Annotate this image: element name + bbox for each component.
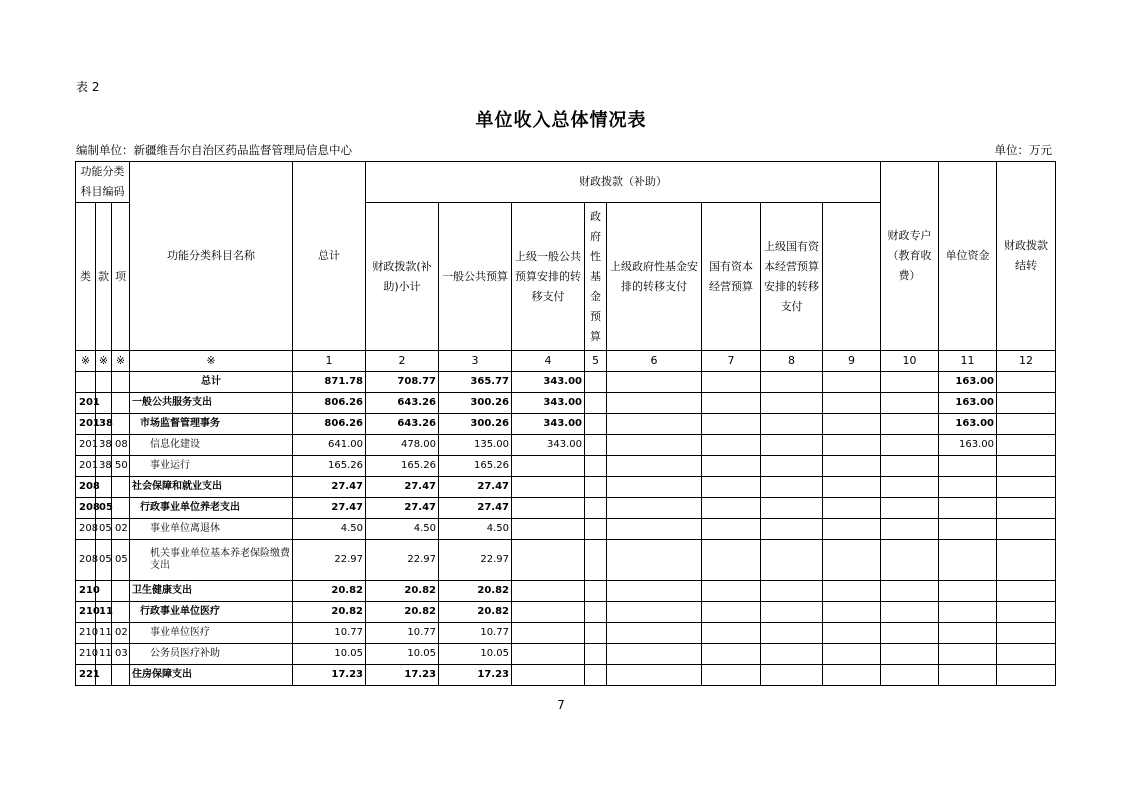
cell-col4: [512, 581, 585, 602]
page-title: 单位收入总体情况表: [475, 110, 647, 131]
cell-col4: [512, 623, 585, 644]
cell-col8: [761, 477, 823, 498]
cell-col9: [823, 540, 881, 581]
header-kuan: 款: [96, 203, 112, 351]
cell-col5: [585, 623, 607, 644]
cell-col11: [939, 498, 997, 519]
cell-xiang: [112, 498, 130, 519]
cell-col3: 135.00: [439, 435, 512, 456]
cell-col6: [607, 498, 702, 519]
cell-col8: [761, 435, 823, 456]
cell-col8: [761, 372, 823, 393]
cell-total: 806.26: [293, 414, 366, 435]
header-index: 6: [607, 351, 702, 372]
cell-col2: 4.50: [366, 519, 439, 540]
cell-name: 事业运行: [130, 456, 293, 477]
cell-col3: 300.26: [439, 393, 512, 414]
header-col6: 上级政府性基金安排的转移支付: [607, 203, 702, 351]
cell-col12: [997, 665, 1056, 686]
cell-col8: [761, 414, 823, 435]
cell-col10: [881, 602, 939, 623]
cell-col10: [881, 456, 939, 477]
cell-col8: [761, 393, 823, 414]
cell-xiang: [112, 602, 130, 623]
header-col8: 上级国有资本经营预算安排的转移支付: [761, 203, 823, 351]
cell-name: 市场监督管理事务: [130, 414, 293, 435]
cell-col6: [607, 456, 702, 477]
cell-col3: 365.77: [439, 372, 512, 393]
header-index: ※: [130, 351, 293, 372]
table-row: [76, 456, 1056, 477]
cell-col6: [607, 602, 702, 623]
cell-lei: 208: [76, 540, 96, 581]
cell-col7: [702, 581, 761, 602]
cell-lei: 208: [76, 477, 96, 498]
cell-col2: 643.26: [366, 393, 439, 414]
cell-name: 住房保障支出: [130, 665, 293, 686]
header-col2: 财政拨款(补助)小计: [366, 203, 439, 351]
table-row: [76, 602, 1056, 623]
cell-col7: [702, 393, 761, 414]
income-summary-table: [75, 161, 1056, 686]
cell-col11: [939, 581, 997, 602]
cell-total: 641.00: [293, 435, 366, 456]
cell-col5: [585, 602, 607, 623]
cell-total: 27.47: [293, 498, 366, 519]
table-row: [76, 623, 1056, 644]
header-col4: 上级一般公共预算安排的转移支付: [512, 203, 585, 351]
cell-col2: 20.82: [366, 581, 439, 602]
cell-col7: [702, 540, 761, 581]
cell-xiang: 08: [112, 435, 130, 456]
cell-col5: [585, 372, 607, 393]
header-col5: [585, 203, 607, 351]
header-func-name: 功能分类科目名称: [130, 162, 293, 351]
header-xiang: 项: [112, 203, 130, 351]
cell-name: 一般公共服务支出: [130, 393, 293, 414]
header-index: 11: [939, 351, 997, 372]
cell-col2: 27.47: [366, 498, 439, 519]
cell-total: 20.82: [293, 602, 366, 623]
cell-col12: [997, 623, 1056, 644]
header-index-row: [76, 351, 1056, 372]
cell-xiang: 50: [112, 456, 130, 477]
cell-kuan: 38: [96, 435, 112, 456]
cell-xiang: [112, 372, 130, 393]
cell-col3: 27.47: [439, 477, 512, 498]
cell-col11: 163.00: [939, 414, 997, 435]
cell-lei: 210: [76, 623, 96, 644]
cell-lei: 201: [76, 414, 96, 435]
cell-col4: [512, 665, 585, 686]
table-row: [76, 477, 1056, 498]
cell-name: 社会保障和就业支出: [130, 477, 293, 498]
cell-kuan: 11: [96, 602, 112, 623]
cell-col10: [881, 372, 939, 393]
cell-col10: [881, 623, 939, 644]
cell-col5: [585, 519, 607, 540]
cell-xiang: 02: [112, 623, 130, 644]
cell-col9: [823, 372, 881, 393]
cell-total: 871.78: [293, 372, 366, 393]
cell-lei: 210: [76, 644, 96, 665]
cell-col12: [997, 540, 1056, 581]
cell-lei: [76, 372, 96, 393]
cell-col9: [823, 519, 881, 540]
cell-col9: [823, 498, 881, 519]
cell-lei: 210: [76, 581, 96, 602]
cell-total: 806.26: [293, 393, 366, 414]
table-row: [76, 665, 1056, 686]
cell-col10: [881, 540, 939, 581]
cell-col7: [702, 498, 761, 519]
cell-col12: [997, 477, 1056, 498]
cell-col4: [512, 456, 585, 477]
cell-col7: [702, 644, 761, 665]
cell-total: 10.77: [293, 623, 366, 644]
cell-col6: [607, 372, 702, 393]
cell-col3: 165.26: [439, 456, 512, 477]
cell-kuan: 05: [96, 519, 112, 540]
cell-lei: 210: [76, 602, 96, 623]
header-fiscal-group: 财政拨款（补助）: [366, 162, 881, 203]
cell-col9: [823, 623, 881, 644]
cell-col2: 165.26: [366, 456, 439, 477]
cell-lei: 221: [76, 665, 96, 686]
cell-col8: [761, 602, 823, 623]
cell-col7: [702, 519, 761, 540]
table-row: [76, 540, 1056, 581]
header-col7: 国有资本经营预算: [702, 203, 761, 351]
table-row: [76, 519, 1056, 540]
cell-col3: 20.82: [439, 581, 512, 602]
header-col5-text: 政府性基金预算: [590, 209, 601, 343]
cell-total: 10.05: [293, 644, 366, 665]
cell-col4: 343.00: [512, 393, 585, 414]
cell-total: 4.50: [293, 519, 366, 540]
header-index: 3: [439, 351, 512, 372]
cell-col4: 343.00: [512, 372, 585, 393]
header-col9: 财政专户（教育收费）: [881, 162, 939, 351]
cell-col12: [997, 498, 1056, 519]
cell-col9: [823, 435, 881, 456]
cell-lei: 208: [76, 498, 96, 519]
cell-kuan: 38: [96, 414, 112, 435]
cell-col2: 27.47: [366, 477, 439, 498]
cell-col2: 478.00: [366, 435, 439, 456]
cell-col11: 163.00: [939, 435, 997, 456]
cell-col10: [881, 519, 939, 540]
cell-col12: [997, 414, 1056, 435]
cell-xiang: 05: [112, 540, 130, 581]
cell-col7: [702, 414, 761, 435]
table-row: [76, 644, 1056, 665]
cell-lei: 201: [76, 456, 96, 477]
cell-col5: [585, 393, 607, 414]
cell-col8: [761, 540, 823, 581]
cell-col3: 17.23: [439, 665, 512, 686]
cell-xiang: [112, 581, 130, 602]
cell-col3: 4.50: [439, 519, 512, 540]
cell-col5: [585, 581, 607, 602]
cell-col2: 17.23: [366, 665, 439, 686]
cell-col2: 20.82: [366, 602, 439, 623]
cell-kuan: 05: [96, 498, 112, 519]
cell-name: 事业单位医疗: [130, 623, 293, 644]
cell-col9: [823, 665, 881, 686]
cell-col4: [512, 498, 585, 519]
cell-col2: 643.26: [366, 414, 439, 435]
cell-col11: 163.00: [939, 393, 997, 414]
table-row: [76, 414, 1056, 435]
header-index: 8: [761, 351, 823, 372]
cell-col10: [881, 644, 939, 665]
cell-col7: [702, 602, 761, 623]
header-index: 5: [585, 351, 607, 372]
cell-col7: [702, 477, 761, 498]
cell-col10: [881, 477, 939, 498]
cell-col11: [939, 477, 997, 498]
header-index: 9: [823, 351, 881, 372]
cell-col4: [512, 644, 585, 665]
header-index: 10: [881, 351, 939, 372]
cell-col11: [939, 665, 997, 686]
cell-col12: [997, 581, 1056, 602]
cell-col7: [702, 456, 761, 477]
cell-col4: 343.00: [512, 435, 585, 456]
cell-col5: [585, 540, 607, 581]
cell-col6: [607, 435, 702, 456]
cell-col3: 10.05: [439, 644, 512, 665]
cell-total: 20.82: [293, 581, 366, 602]
cell-col8: [761, 581, 823, 602]
table-row: [76, 393, 1056, 414]
cell-col5: [585, 414, 607, 435]
cell-col6: [607, 623, 702, 644]
cell-col9: [823, 602, 881, 623]
cell-col8: [761, 519, 823, 540]
cell-col11: 163.00: [939, 372, 997, 393]
cell-col5: [585, 498, 607, 519]
cell-col11: [939, 623, 997, 644]
header-index: 4: [512, 351, 585, 372]
header-col3: 一般公共预算: [439, 203, 512, 351]
cell-col11: [939, 540, 997, 581]
cell-col7: [702, 435, 761, 456]
compiling-unit: 编制单位：新疆维吾尔自治区药品监督管理局信息中心: [76, 143, 352, 157]
cell-xiang: [112, 393, 130, 414]
cell-xiang: [112, 665, 130, 686]
cell-xiang: 02: [112, 519, 130, 540]
cell-col5: [585, 435, 607, 456]
header-col10: 单位资金: [939, 162, 997, 351]
header-index: ※: [76, 351, 96, 372]
cell-col7: [702, 665, 761, 686]
cell-col8: [761, 665, 823, 686]
cell-col4: 343.00: [512, 414, 585, 435]
cell-col10: [881, 393, 939, 414]
cell-col12: [997, 456, 1056, 477]
cell-col6: [607, 519, 702, 540]
cell-col12: [997, 435, 1056, 456]
cell-col10: [881, 414, 939, 435]
cell-kuan: 05: [96, 540, 112, 581]
cell-name: 信息化建设: [130, 435, 293, 456]
table-row: [76, 435, 1056, 456]
cell-col12: [997, 602, 1056, 623]
cell-kuan: 11: [96, 644, 112, 665]
cell-col5: [585, 477, 607, 498]
cell-col2: 10.05: [366, 644, 439, 665]
cell-total: 165.26: [293, 456, 366, 477]
cell-col7: [702, 372, 761, 393]
cell-xiang: [112, 414, 130, 435]
cell-xiang: 03: [112, 644, 130, 665]
cell-name: 行政事业单位医疗: [130, 602, 293, 623]
cell-name: 事业单位离退休: [130, 519, 293, 540]
cell-name: 行政事业单位养老支出: [130, 498, 293, 519]
header-index: 2: [366, 351, 439, 372]
header-index: 7: [702, 351, 761, 372]
cell-col4: [512, 540, 585, 581]
cell-lei: 201: [76, 393, 96, 414]
cell-total: 22.97: [293, 540, 366, 581]
cell-col2: 10.77: [366, 623, 439, 644]
cell-col6: [607, 665, 702, 686]
cell-col4: [512, 602, 585, 623]
cell-col10: [881, 581, 939, 602]
cell-col3: 20.82: [439, 602, 512, 623]
header-func-code: 功能分类科目编码: [76, 162, 130, 203]
cell-col3: 27.47: [439, 498, 512, 519]
cell-col4: [512, 477, 585, 498]
header-index: 1: [293, 351, 366, 372]
cell-lei: 201: [76, 435, 96, 456]
cell-col4: [512, 519, 585, 540]
cell-col6: [607, 644, 702, 665]
cell-col6: [607, 393, 702, 414]
cell-col9: [823, 414, 881, 435]
cell-col6: [607, 581, 702, 602]
header-total: 总计: [293, 162, 366, 351]
header-index: 12: [997, 351, 1056, 372]
cell-name: 机关事业单位基本养老保险缴费支出: [130, 540, 293, 581]
cell-col10: [881, 665, 939, 686]
cell-col11: [939, 456, 997, 477]
cell-col9: [823, 393, 881, 414]
cell-col11: [939, 644, 997, 665]
cell-col8: [761, 623, 823, 644]
cell-col11: [939, 602, 997, 623]
cell-name: 公务员医疗补助: [130, 644, 293, 665]
cell-col3: 10.77: [439, 623, 512, 644]
cell-col12: [997, 519, 1056, 540]
cell-col2: 708.77: [366, 372, 439, 393]
cell-xiang: [112, 477, 130, 498]
cell-total: 17.23: [293, 665, 366, 686]
header-lei: 类: [76, 203, 96, 351]
cell-col6: [607, 477, 702, 498]
header-index: ※: [96, 351, 112, 372]
table-row: [76, 498, 1056, 519]
cell-name: 卫生健康支出: [130, 581, 293, 602]
cell-col8: [761, 456, 823, 477]
cell-lei: 208: [76, 519, 96, 540]
cell-col5: [585, 665, 607, 686]
currency-unit: 单位：万元: [994, 143, 1052, 157]
table-row: [76, 372, 1056, 393]
cell-col6: [607, 414, 702, 435]
table-row: [76, 581, 1056, 602]
cell-col9: [823, 477, 881, 498]
cell-col3: 22.97: [439, 540, 512, 581]
cell-col10: [881, 435, 939, 456]
cell-col6: [607, 540, 702, 581]
cell-col8: [761, 644, 823, 665]
cell-col9: [823, 456, 881, 477]
cell-col12: [997, 644, 1056, 665]
cell-col5: [585, 456, 607, 477]
cell-kuan: 38: [96, 456, 112, 477]
cell-col3: 300.26: [439, 414, 512, 435]
cell-kuan: [96, 372, 112, 393]
cell-col12: [997, 372, 1056, 393]
cell-name: 总计: [130, 372, 293, 393]
cell-col9: [823, 581, 881, 602]
cell-col8: [761, 498, 823, 519]
header-col11: 财政拨款结转: [997, 162, 1056, 351]
cell-col9: [823, 644, 881, 665]
cell-col2: 22.97: [366, 540, 439, 581]
cell-total: 27.47: [293, 477, 366, 498]
cell-col10: [881, 498, 939, 519]
cell-col12: [997, 393, 1056, 414]
cell-kuan: 11: [96, 623, 112, 644]
cell-col5: [585, 644, 607, 665]
cell-col7: [702, 623, 761, 644]
table-label: 表 2: [76, 80, 100, 94]
header-index: ※: [112, 351, 130, 372]
page-number: 7: [557, 698, 565, 712]
cell-col11: [939, 519, 997, 540]
